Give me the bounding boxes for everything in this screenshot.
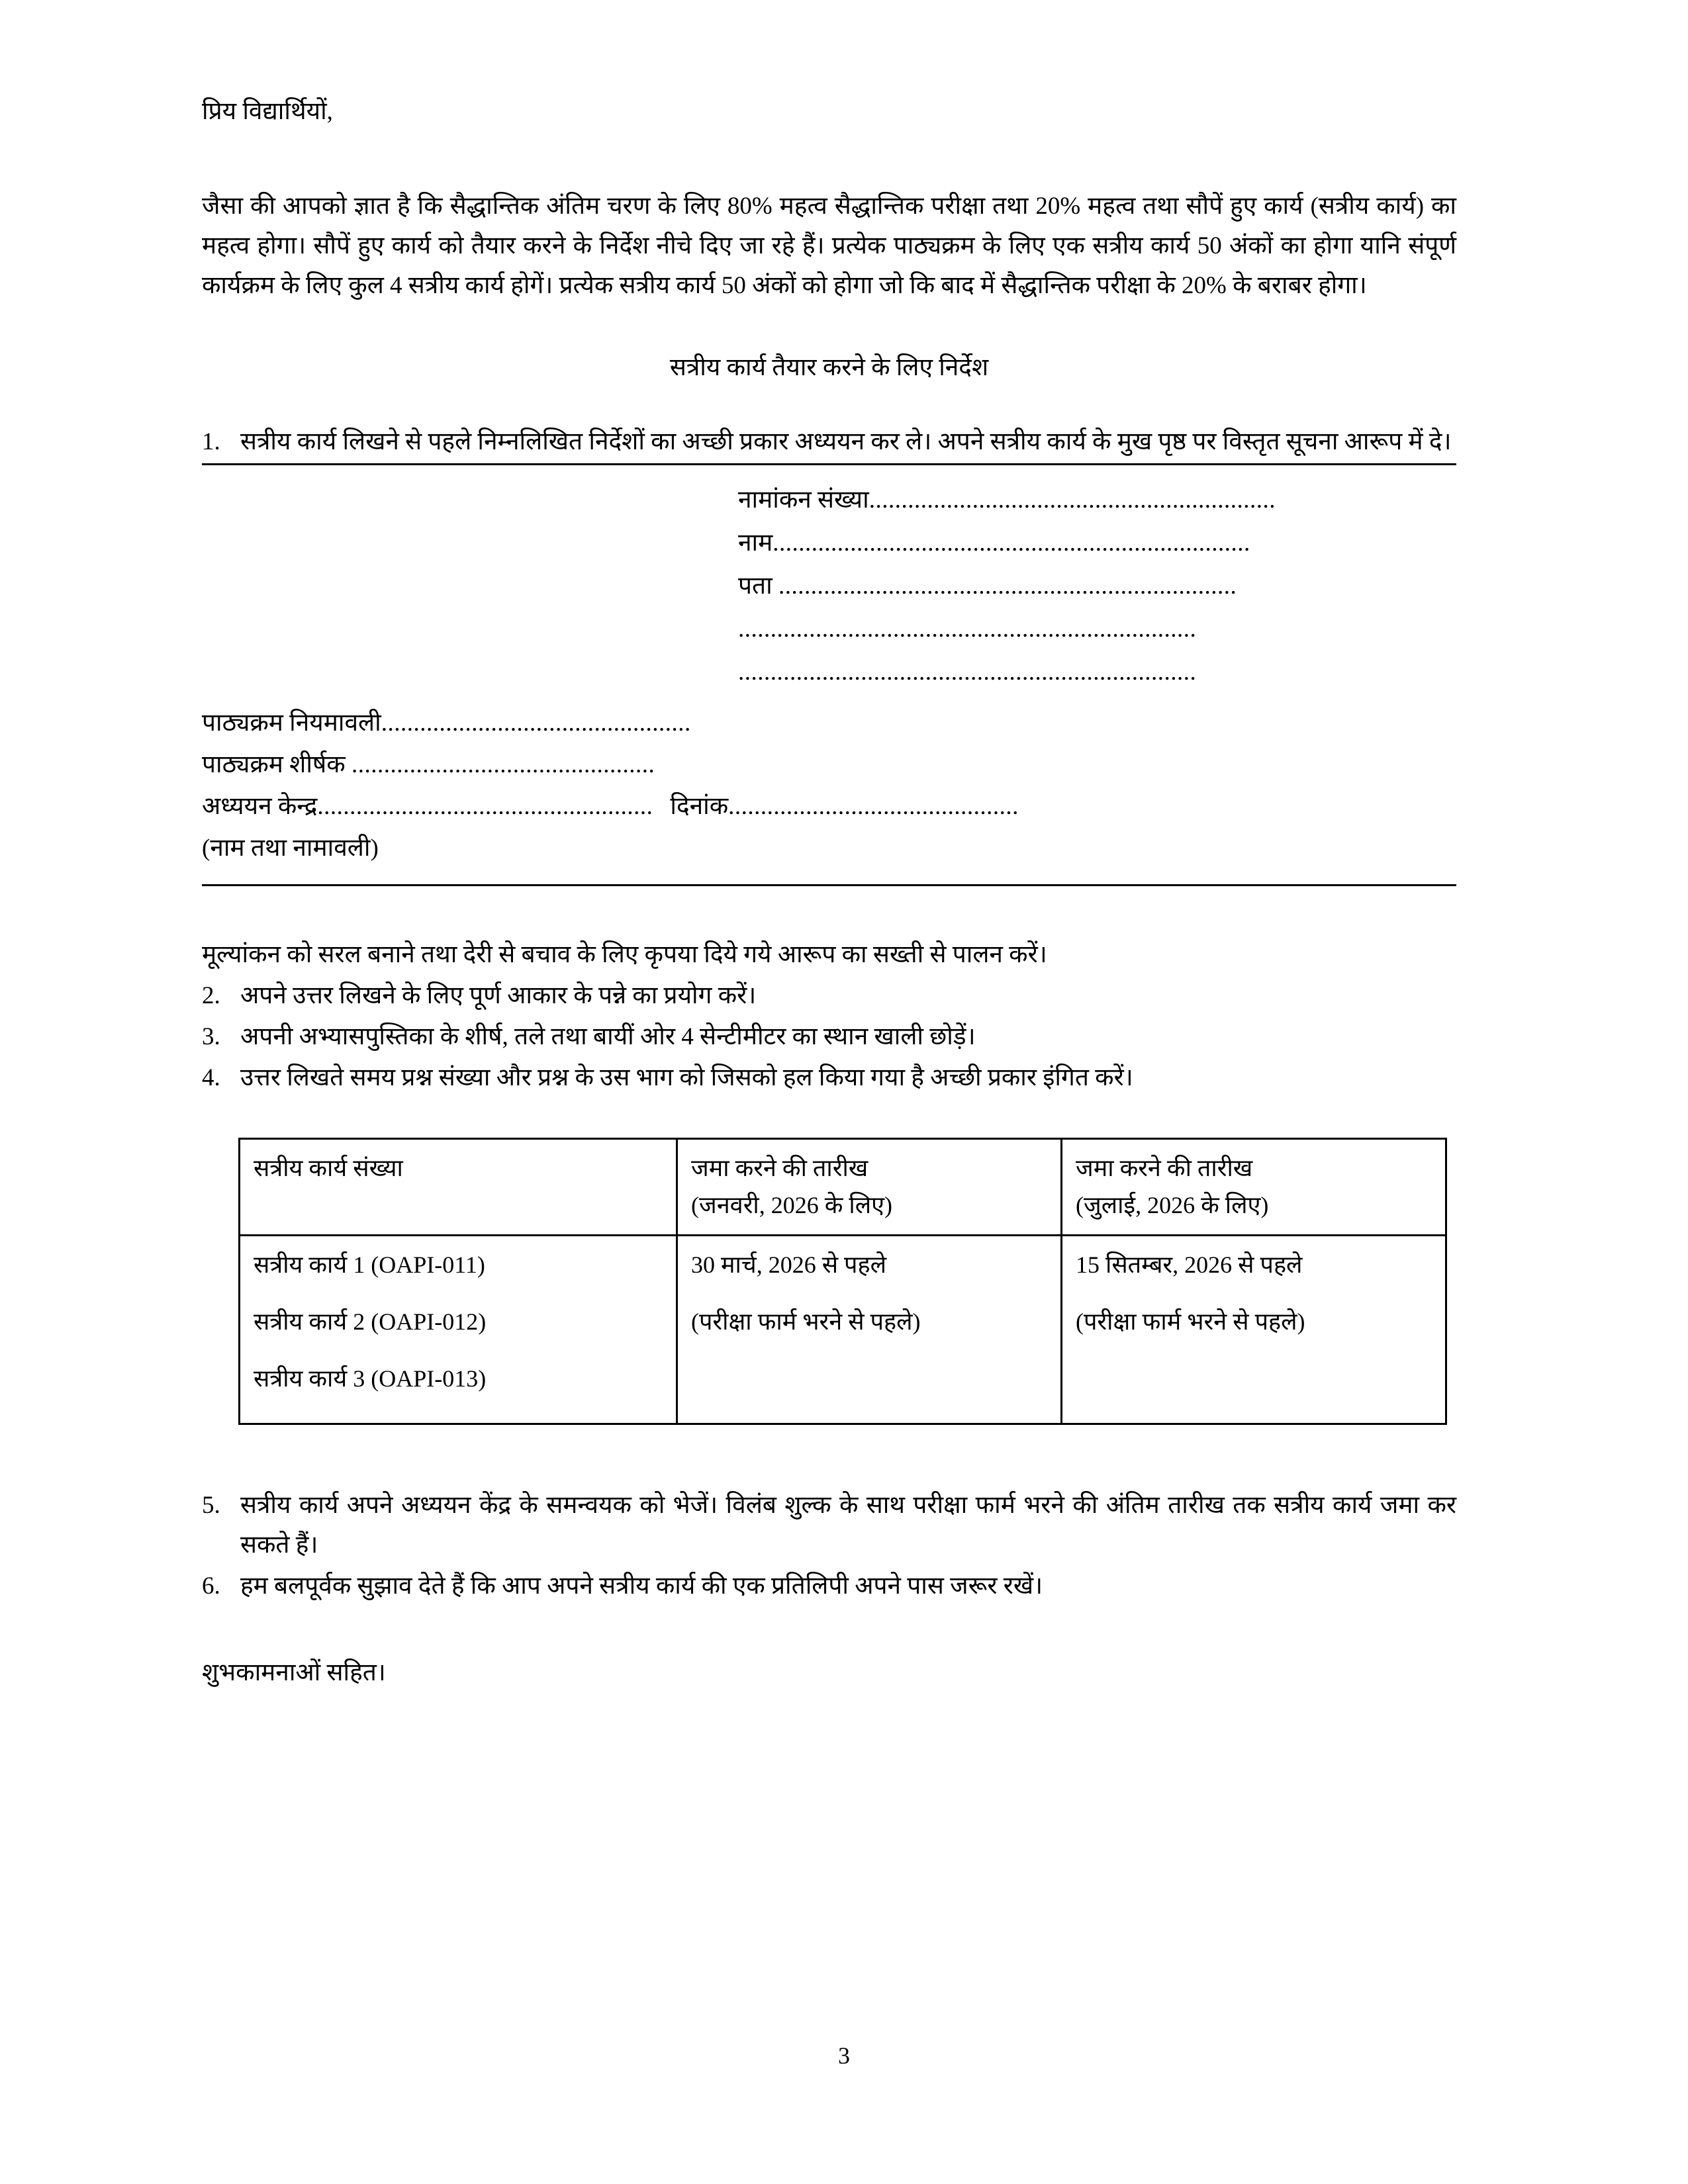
table-row: [240, 1236, 1446, 1424]
list-item-text: अपनी अभ्यासपुस्तिका के शीर्ष, तले तथा बायीं ओर 4 सेन्टीमीटर का स्थान खाली छोड़ें।: [240, 1023, 976, 1051]
list-item-number: 1.: [202, 428, 220, 456]
field-label: नामांकन संख्या: [738, 486, 869, 514]
list-item-number: 5.: [202, 1492, 220, 1520]
salutation: प्रिय विद्यार्थियों,: [202, 98, 333, 125]
list-item-number: 4.: [202, 1064, 220, 1091]
header-line-2: (जुलाई, 2026 के लिए): [1076, 1191, 1269, 1218]
list-item-text: सत्रीय कार्य लिखने से पहले निम्नलिखित निर्देशों का अच्छी प्रकार अध्ययन कर ले। अपने सत्रीय कार्य के मुख पृष्ठ पर विस्तृत सूचना आरूप में दे।: [240, 428, 1452, 456]
field-study-centre-and-date: [202, 794, 1456, 819]
field-label: पाठ्यक्रम शीर्षक: [202, 751, 352, 779]
form-left-fields: [202, 711, 1456, 860]
field-dotted-line[interactable]: ..........................................................................: [773, 529, 1250, 557]
list-item-text: हम बलपूर्वक सुझाव देते हैं कि आप अपने सत्रीय कार्य की एक प्रतिलिपी अपने पास जरूर रखें।: [240, 1572, 1043, 1600]
list-item: [202, 1017, 1456, 1057]
student-info-form: [202, 465, 1456, 884]
field-enrollment-number: [738, 488, 1456, 512]
instructions-end-block: [202, 1486, 1456, 1606]
field-dotted-line[interactable]: ................................................: [381, 709, 691, 737]
july-due-note: (परीक्षा फार्म भरने से पहले): [1076, 1308, 1305, 1336]
assignment-schedule-table-wrapper: [238, 1138, 1456, 1426]
header-line-2: (जनवरी, 2026 के लिए): [691, 1191, 893, 1218]
field-label: पाठ्यक्रम नियमावली: [202, 709, 381, 737]
header-line-1: सत्रीय कार्य संख्या: [254, 1154, 403, 1181]
list-item-text: अपने उत्तर लिखने के लिए पूर्ण आकार के पन्ने का प्रयोग करें।: [240, 982, 757, 1010]
field-dotted-line[interactable]: .......................................................................: [738, 615, 1197, 643]
field-name: [738, 531, 1456, 555]
field-course-title: [202, 752, 1456, 777]
header-line-1: जमा करने की तारीख: [1076, 1154, 1253, 1181]
list-item: [202, 1058, 1456, 1098]
january-due-note: (परीक्षा फार्म भरने से पहले): [691, 1308, 921, 1336]
field-dotted-line-date[interactable]: .............................................: [728, 793, 1019, 821]
table-cell-assignments: [240, 1236, 677, 1424]
list-item-text: उत्तर लिखते समय प्रश्न संख्या और प्रश्न के उस भाग को जिसको हल किया गया है अच्छी प्रकार इंगित करें।: [240, 1064, 1133, 1091]
instructions-list-middle: [202, 976, 1456, 1098]
field-label: पता: [738, 572, 778, 600]
assignment-2: सत्रीय कार्य 2 (OAPI-012): [254, 1308, 487, 1336]
field-address-line-3: [738, 660, 1456, 684]
field-address: [738, 574, 1456, 598]
table-cell-july-due: [1062, 1236, 1446, 1424]
list-item: [202, 976, 1456, 1016]
assignment-3: सत्रीय कार्य 3 (OAPI-013): [254, 1365, 487, 1392]
closing-line: शुभकामनाओं सहित।: [202, 1659, 386, 1687]
field-dotted-line[interactable]: ....................................................: [317, 793, 653, 821]
assignment-schedule-table: [238, 1138, 1447, 1426]
field-address-line-2: [738, 617, 1456, 641]
page-number: 3: [838, 2042, 850, 2069]
field-course-code: [202, 711, 1456, 735]
table-header-cell-january: [677, 1138, 1062, 1236]
form-bottom-divider: [202, 884, 1456, 886]
field-dotted-line[interactable]: ...............................................................: [868, 486, 1276, 514]
list-item: [202, 1486, 1456, 1565]
header-line-1: जमा करने की तारीख: [691, 1154, 868, 1181]
list-item-number: 2.: [202, 982, 220, 1010]
list-item-text: सत्रीय कार्य अपने अध्ययन केंद्र के समन्वयक को भेजें। विलंब शुल्क के साथ परीक्षा फार्म भरने की अंतिम तारीख तक सत्रीय कार्य जमा कर सकते हैं।: [240, 1492, 1456, 1559]
list-item: [202, 1567, 1456, 1606]
table-header-cell-july: [1062, 1138, 1446, 1236]
table-header-cell-assignment: [240, 1138, 677, 1236]
instructions-middle-block: [202, 935, 1456, 1098]
intro-paragraph: जैसा की आपको ज्ञात है कि सैद्धान्तिक अंतिम चरण के लिए 80% महत्व सैद्धान्तिक परीक्षा तथा 20% महत्व तथा सौपें हुए कार्य (सत्रीय कार्य) का महत्व होगा। सौपें हुए कार्य को तैयार करने के निर्देश नीचे दिए जा रहे हैं। प्रत्येक पाठ्यक्रम के लिए एक सत्रीय कार्य 50 अंकों का होगा यानि संपूर्ण कार्यक्रम के लिए कुल 4 सत्रीय कार्य होगें। प्रत्येक सत्रीय कार्य 50 अंकों को होगा जो कि बाद में सैद्धान्तिक परीक्षा के 20% के बराबर होगा।: [202, 193, 1456, 299]
field-label: अध्ययन केन्द्र: [202, 793, 318, 821]
january-due-date: 30 मार्च, 2026 से पहले: [691, 1251, 887, 1279]
evaluation-note: मूल्यांकन को सरल बनाने तथा देरी से बचाव के लिए कृपया दिये गये आरूप का सख्ती से पालन करें।: [202, 941, 1047, 969]
instructions-list-top: [202, 422, 1456, 462]
table-header-row: [240, 1138, 1446, 1236]
page-content: [202, 99, 1456, 1688]
field-dotted-line[interactable]: ...............................................: [351, 751, 655, 779]
table-cell-january-due: [677, 1236, 1062, 1424]
form-centered-fields: [738, 488, 1456, 684]
instructions-list-bottom: [202, 1486, 1456, 1606]
list-item-number: 3.: [202, 1023, 220, 1051]
july-due-date: 15 सितम्बर, 2026 से पहले: [1076, 1251, 1303, 1279]
list-item: [202, 422, 1456, 462]
form-note: (नाम तथा नामावली): [202, 835, 379, 862]
field-label-date: दिनांक: [670, 793, 729, 821]
assignment-1: सत्रीय कार्य 1 (OAPI-011): [254, 1251, 485, 1279]
field-label: नाम: [738, 529, 773, 557]
field-dotted-line[interactable]: .......................................................................: [778, 572, 1237, 600]
field-dotted-line[interactable]: .......................................................................: [738, 659, 1197, 686]
page-title: सत्रीय कार्य तैयार करने के लिए निर्देश: [669, 353, 989, 381]
list-item-number: 6.: [202, 1572, 220, 1600]
